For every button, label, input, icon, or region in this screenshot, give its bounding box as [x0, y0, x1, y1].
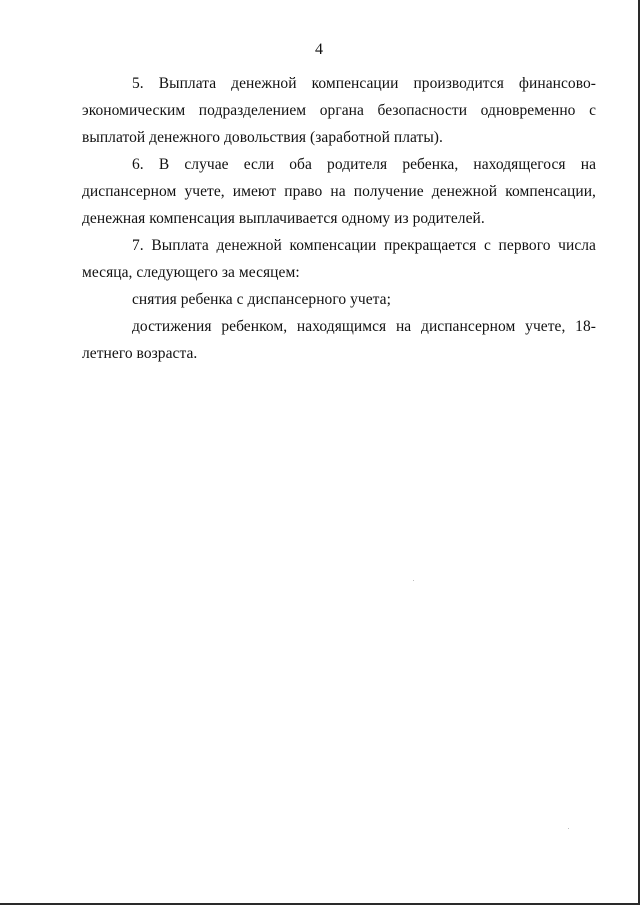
- document-body: [82, 70, 596, 367]
- page-number: 4: [315, 41, 323, 58]
- paragraph-6-both-parents: 6. В случае если оба родителя ребенка, находящегося на диспансерном учете, имеют право на получение денежной компенсации, денежная компенсация выплачивается одному из родителей.: [82, 156, 596, 227]
- list-item-deregistration: снятия ребенка с диспансерного учета;: [132, 291, 391, 308]
- list-item-age-limit: достижения ребенком, находящимся на диспансерном учете, 18-летнего возраста.: [82, 318, 596, 362]
- paragraph-7-payment-termination: 7. Выплата денежной компенсации прекращается с первого числа месяца, следующего за месяцем:: [82, 237, 596, 281]
- paragraph-5-payment-procedure: 5. Выплата денежной компенсации производится финансово-экономическим подразделением органа безопасности одновременно с выплатой денежного довольствия (заработной платы).: [82, 75, 596, 146]
- scan-artifact: [413, 580, 414, 581]
- scan-artifact: [568, 828, 569, 829]
